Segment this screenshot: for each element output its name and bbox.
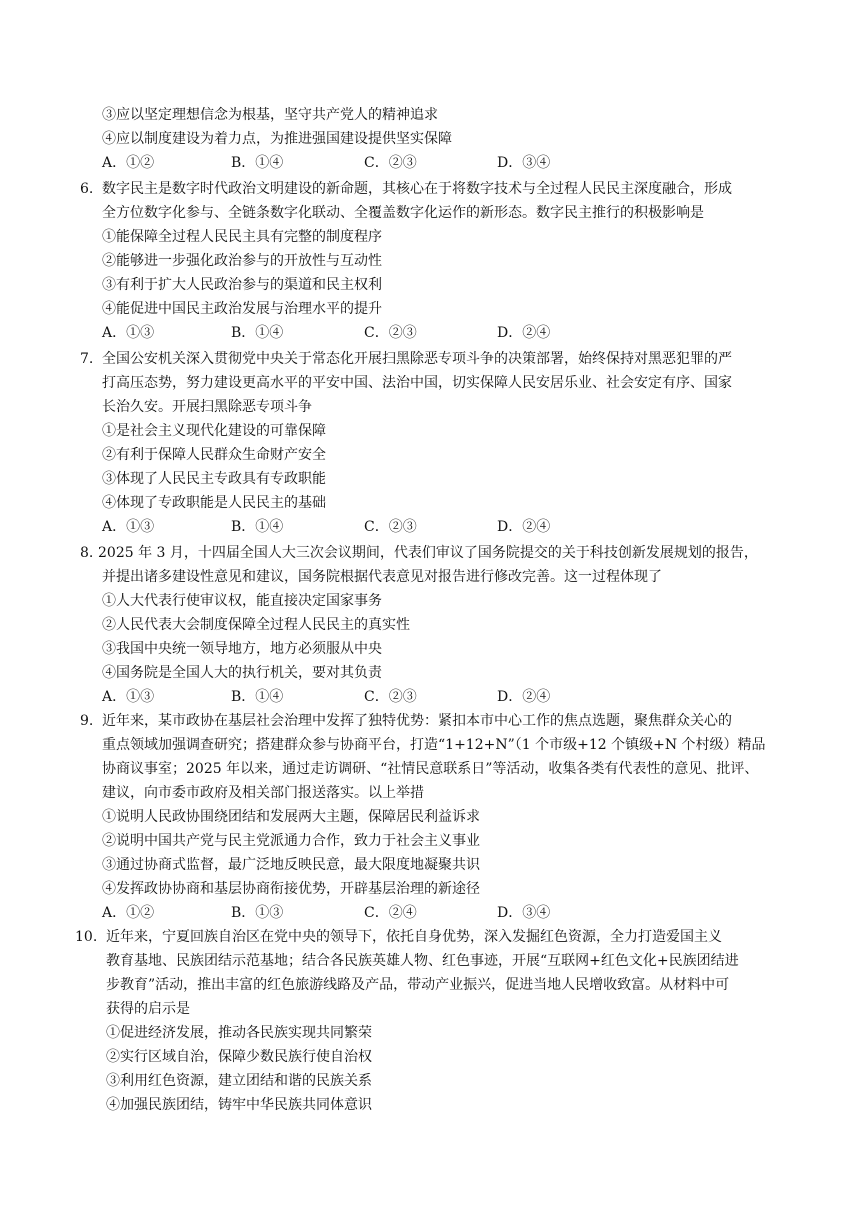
question-stem: 数字民主是数字时代政治文明建设的新命题，其核心在于将数字技术与全过程人民民主深度融合，形成	[102, 181, 732, 197]
question-item: ①人大代表行使审议权，能直接决定国家事务	[102, 593, 382, 609]
option-a: A．①③	[102, 519, 155, 535]
question-item: ①促进经济发展，推动各民族实现共同繁荣	[106, 1025, 372, 1041]
question-number: 6.	[80, 181, 94, 197]
question-item: ④应以制度建设为着力点，为推进强国建设提供坚实保障	[102, 131, 452, 147]
question-stem: 重点领域加强调查研究；搭建群众参与协商平台，打造“1+12+N”（1 个市级+12 个镇级+N 个村级）精品	[102, 737, 766, 753]
option-d: D．③④	[497, 155, 551, 171]
option-a: A．①②	[102, 905, 155, 921]
question-item: ②有利于保障人民群众生命财产安全	[102, 447, 326, 463]
question-item: ②能够进一步强化政治参与的开放性与互动性	[102, 253, 382, 269]
question-item: ①是社会主义现代化建设的可靠保障	[102, 423, 326, 439]
option-a: A．①③	[102, 325, 155, 341]
question-stem: 教育基地、民族团结示范基地；结合各民族英雄人物、红色事迹，开展“互联网+红色文化+民族团结进	[106, 953, 739, 969]
question-item: ③我国中央统一领导地方，地方必须服从中央	[102, 641, 382, 657]
question-stem: 全国公安机关深入贯彻党中央关于常态化开展扫黑除恶专项斗争的决策部署，始终保持对黑恶犯罪的严	[102, 351, 732, 367]
question-item: ①说明人民政协围绕团结和发展两大主题，保障居民利益诉求	[102, 809, 480, 825]
question-number: 10.	[75, 929, 98, 945]
option-a: A．①③	[102, 689, 155, 705]
question-number: 8.	[80, 545, 94, 561]
question-item: ③有利于扩大人民政治参与的渠道和民主权利	[102, 277, 382, 293]
option-b: B．①④	[231, 689, 284, 705]
option-d: D．③④	[497, 905, 551, 921]
question-stem: 近年来，宁夏回族自治区在党中央的领导下，依托自身优势，深入发掘红色资源，全力打造爱国主义	[106, 929, 722, 945]
option-c: C．②③	[364, 689, 417, 705]
option-b: B．①④	[231, 519, 284, 535]
question-item: ④体现了专政职能是人民民主的基础	[102, 495, 326, 511]
question-item: ④国务院是全国人大的执行机关，要对其负责	[102, 665, 382, 681]
question-item: ①能保障全过程人民民主具有完整的制度程序	[102, 229, 382, 245]
question-number: 7.	[80, 351, 94, 367]
question-item: ④发挥政协协商和基层协商衔接优势，开辟基层治理的新途径	[102, 881, 480, 897]
question-item: ③应以坚定理想信念为根基，坚守共产党人的精神追求	[102, 107, 438, 123]
option-b: B．①③	[231, 905, 284, 921]
option-d: D．②④	[497, 325, 551, 341]
question-item: ③体现了人民民主专政具有专政职能	[102, 471, 326, 487]
question-item: ④能促进中国民主政治发展与治理水平的提升	[102, 301, 382, 317]
question-item: ④加强民族团结，铸牢中华民族共同体意识	[106, 1097, 372, 1113]
option-b: B．①④	[231, 325, 284, 341]
question-item: ②实行区域自治，保障少数民族行使自治权	[106, 1049, 372, 1065]
question-stem: 并提出诸多建设性意见和建议，国务院根据代表意见对报告进行修改完善。这一过程体现了	[102, 569, 662, 585]
question-item: ③利用红色资源，建立团结和谐的民族关系	[106, 1073, 372, 1089]
question-stem: 打高压态势，努力建设更高水平的平安中国、法治中国，切实保障人民安居乐业、社会安定有序、国家	[102, 375, 732, 391]
question-stem: 2025 年 3 月，十四届全国人大三次会议期间，代表们审议了国务院提交的关于科技创新发展规划的报告，	[98, 545, 758, 561]
question-stem: 长治久安。开展扫黑除恶专项斗争	[102, 399, 312, 415]
question-item: ③通过协商式监督，最广泛地反映民意，最大限度地凝聚共识	[102, 857, 480, 873]
question-stem: 步教育”活动，推出丰富的红色旅游线路及产品，带动产业振兴，促进当地人民增收致富。从材料中可	[106, 977, 730, 993]
option-c: C．②③	[364, 155, 417, 171]
question-item: ②人民代表大会制度保障全过程人民民主的真实性	[102, 617, 410, 633]
question-stem: 近年来，某市政协在基层社会治理中发挥了独特优势：紧扣本市中心工作的焦点选题，聚焦群众关心的	[102, 713, 732, 729]
option-c: C．②③	[364, 325, 417, 341]
option-a: A．①②	[102, 155, 155, 171]
question-item: ②说明中国共产党与民主党派通力合作，致力于社会主义事业	[102, 833, 480, 849]
option-d: D．②④	[497, 519, 551, 535]
question-stem: 建议，向市委市政府及相关部门报送落实。以上举措	[102, 785, 424, 801]
option-c: C．②③	[364, 519, 417, 535]
question-stem: 全方位数字化参与、全链条数字化联动、全覆盖数字化运作的新形态。数字民主推行的积极影响是	[102, 205, 704, 221]
question-number: 9.	[80, 713, 94, 729]
option-d: D．②④	[497, 689, 551, 705]
option-b: B．①④	[231, 155, 284, 171]
option-c: C．②④	[364, 905, 417, 921]
question-stem: 协商议事室；2025 年以来，通过走访调研、“社情民意联系日”等活动，收集各类有代表性的意见、批评、	[102, 761, 759, 777]
question-stem: 获得的启示是	[106, 1001, 190, 1017]
